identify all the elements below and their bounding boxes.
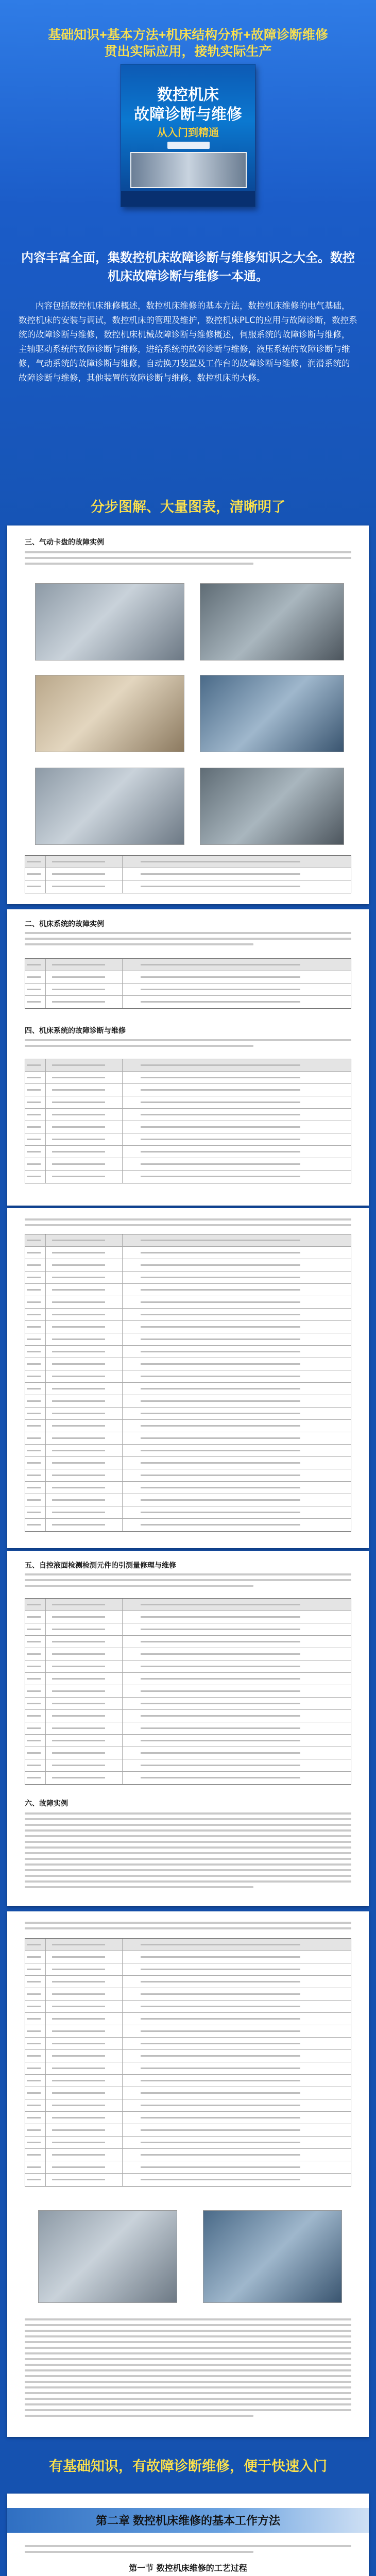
sample-text-block [25,551,351,555]
sample-text-block [25,1573,351,1578]
sample-table [25,1598,351,1785]
sample-page-subtitle: 四、机床系统的故障诊断与维修 [25,1027,126,1035]
sample-photo [35,583,184,660]
sample-photo [200,768,344,845]
feature-banner-1: 分步图解、大量图表，清晰明了 [91,499,285,515]
sample-page-5 [7,1911,369,2437]
sample-page-4 [7,1551,369,1906]
sample-page-title: 二、机床系统的故障实例 [25,920,104,928]
book-cover-image [121,64,255,207]
sample-page-2 [7,909,369,1206]
sample-text-block [25,1218,351,1223]
sample-table [25,1938,351,2187]
sample-photo [200,583,344,660]
sample-page-3 [7,1208,369,1548]
sample-text-block [25,1812,351,1817]
chapter-title: 第二章 数控机床维修的基本工作方法 [95,2514,281,2527]
chapter-page-2 [7,2494,369,2576]
intro-body: 内容包括数控机床维修概述，数控机床维修的基本方法，数控机床维修的电气基础，数控机床的安装与调试，数控机床的管理及维护，数控机床PLC的应用与故障诊断，数控系统的故障诊断与维修，数控机床机械故障诊断与维修概述，伺服系统的故障诊断与维修，主轴驱动系统的故障诊断与维修，进给系统的故障诊断与维修，液压系统的故障诊断与维修，气动系统的故障诊断与维修，自动换刀装置及工作台的故障诊断与维修，润滑系统的故障诊断与维修，其他装置的故障诊断与维修，数控机床的大修。 [19,301,357,383]
sample-table [25,855,351,893]
book-cover-footer [121,191,255,207]
sample-text-block [25,2545,351,2549]
book-subtitle: 从入门到精通 [157,126,219,139]
sample-text-block [25,932,351,936]
sample-text-block [25,2318,351,2323]
intro-heading: 内容丰富全面，集数控机床故障诊断与维修知识之大全。数控机床故障诊断与维修一本通。 [21,251,355,283]
book-author-plate [167,142,210,149]
sample-photo [35,768,184,845]
sample-photo [38,2210,177,2303]
book-cover-photo [130,152,247,188]
headline-line-1: 基础知识+基本方法+机床结构分析+故障诊断维修 [48,28,328,42]
sample-table [25,958,351,1009]
sample-table [25,1059,351,1183]
section-title: 第一节 数控机床维修的工艺过程 [129,2563,247,2573]
book-title-line-1: 数控机床 [157,87,219,104]
feature-banner-2: 有基础知识，有故障诊断维修，便于快速入门 [49,2459,327,2474]
sample-text-block [25,1922,351,1926]
sample-text-block [25,1039,351,1043]
sample-page-1 [7,526,369,904]
sample-page-title: 三、气动卡盘的故障实例 [25,538,104,547]
sample-table [25,1234,351,1532]
headline-line-2: 贯出实际应用，接轨实际生产 [104,44,272,59]
top-banner [0,0,376,206]
sample-page-title: 五、自控液面检测检测元件的引测量修理与维修 [25,1562,176,1570]
sample-page-subtitle: 六、故障实例 [25,1800,68,1808]
sample-photo [35,675,184,752]
book-title-line-2: 故障诊断与维修 [134,106,242,123]
sample-photo [203,2210,342,2303]
sample-photo [200,675,344,752]
